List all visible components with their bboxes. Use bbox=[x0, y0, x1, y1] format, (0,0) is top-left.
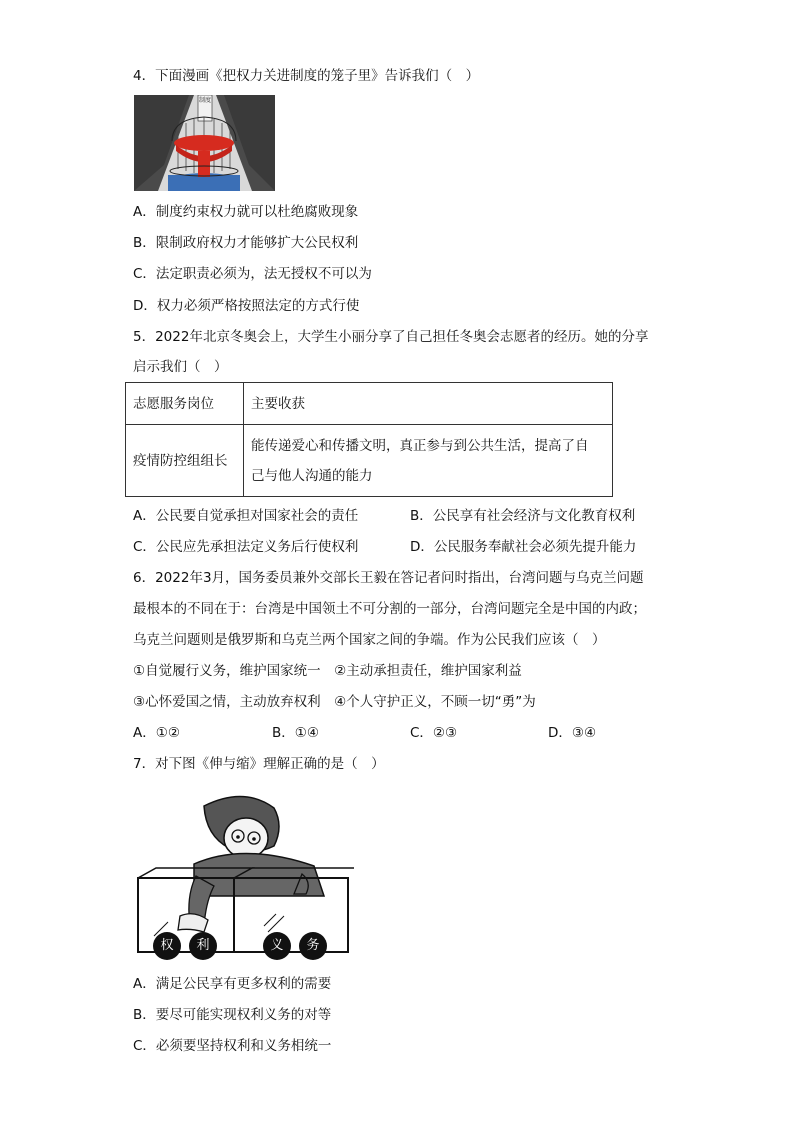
q6-option-b: B．①④ bbox=[272, 725, 319, 741]
q5-stem-line1: 5．2022年北京冬奥会上，大学生小丽分享了自己担任冬奥会志愿者的经历。她的分享 bbox=[133, 329, 649, 345]
badge-yi: 义 bbox=[270, 938, 284, 953]
badge-wu: 务 bbox=[306, 938, 320, 953]
q5-option-a: A．公民要自觉承担对国家社会的责任 bbox=[133, 508, 359, 524]
cage-cartoon-drawing bbox=[134, 95, 275, 191]
q6-option-a: A．①② bbox=[133, 725, 180, 741]
q5-option-c: C．公民应先承担法定义务后行使权利 bbox=[133, 539, 359, 555]
q6-option-d: D．③④ bbox=[548, 725, 597, 741]
q4-option-a: A．制度约束权力就可以杜绝腐败现象 bbox=[133, 204, 359, 220]
table-cell-gain-line1: 能传递爱心和传播文明，真正参与到公共生活，提高了自 bbox=[251, 437, 589, 454]
stretch-shrink-drawing bbox=[134, 786, 354, 962]
q4-stem: 4．下面漫画《把权力关进制度的笼子里》告诉我们（ ） bbox=[133, 68, 480, 84]
cage-cartoon bbox=[134, 95, 275, 191]
table-cell-gain bbox=[244, 425, 613, 497]
table-header-position: 志愿服务岗位 bbox=[126, 383, 244, 425]
table-cell-gain-line2: 己与他人沟通的能力 bbox=[251, 467, 373, 484]
badge-li: 利 bbox=[196, 938, 210, 953]
table-header-gain: 主要收获 bbox=[244, 383, 613, 425]
q5-option-d: D．公民服务奉献社会必须先提升能力 bbox=[410, 539, 637, 555]
stretch-shrink-cartoon bbox=[134, 786, 354, 962]
q6-choices-line1: ①自觉履行义务，维护国家统一 ②主动承担责任，维护国家利益 bbox=[133, 663, 522, 679]
q6-choices-line2: ③心怀爱国之情，主动放弃权利 ④个人守护正义，不顾一切“勇”为 bbox=[133, 694, 536, 710]
q7-option-b: B．要尽可能实现权利义务的对等 bbox=[133, 1007, 332, 1023]
volunteer-table bbox=[125, 382, 613, 497]
q6-stem-line1: 6．2022年3月，国务委员兼外交部长王毅在答记者问时指出，台湾问题与乌克兰问题 bbox=[133, 570, 644, 586]
q7-stem: 7．对下图《伸与缩》理解正确的是（ ） bbox=[133, 756, 385, 772]
q5-option-b: B．公民享有社会经济与文化教育权利 bbox=[410, 508, 636, 524]
q7-option-c: C．必须要坚持权利和义务相统一 bbox=[133, 1038, 332, 1054]
q4-option-d: D．权力必须严格按照法定的方式行使 bbox=[133, 298, 360, 314]
q5-stem-line2: 启示我们（ ） bbox=[133, 359, 228, 375]
q4-option-c: C．法定职责必须为，法无授权不可以为 bbox=[133, 266, 372, 282]
q4-option-b: B．限制政府权力才能够扩大公民权利 bbox=[133, 235, 359, 251]
table-row bbox=[126, 425, 613, 497]
badge-quan: 权 bbox=[160, 938, 174, 953]
q6-option-c: C．②③ bbox=[410, 725, 458, 741]
table-cell-position: 疫情防控组组长 bbox=[126, 425, 244, 497]
cage-label: 制度 bbox=[198, 97, 211, 104]
q7-option-a: A．满足公民享有更多权利的需要 bbox=[133, 976, 332, 992]
table-header-row bbox=[126, 383, 613, 425]
q6-stem-line3: 乌克兰问题则是俄罗斯和乌克兰两个国家之间的争端。作为公民我们应该（ ） bbox=[133, 632, 606, 648]
q6-stem-line2: 最根本的不同在于：台湾是中国领土不可分割的一部分，台湾问题完全是中国的内政； bbox=[133, 601, 646, 617]
